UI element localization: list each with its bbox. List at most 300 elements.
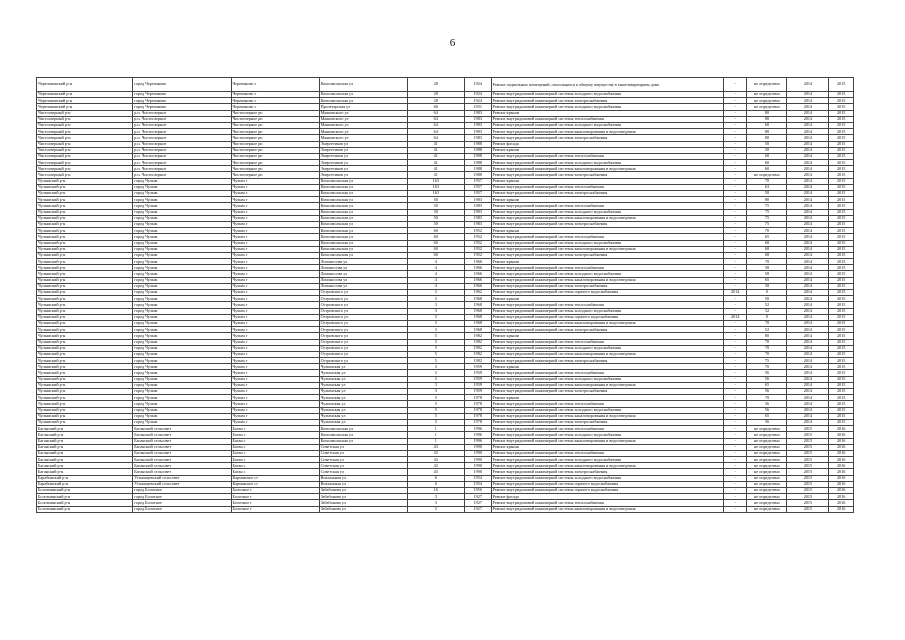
cell-locality: Чулым г (231, 228, 319, 234)
cell-wear-percent: не определено (747, 506, 787, 512)
cell-plan-end-year: 2015 (829, 228, 854, 234)
cell-last-repair-year: - (723, 339, 747, 345)
cell-house-number: 5 (407, 339, 464, 345)
cell-district: Чулымский р-н (37, 376, 133, 382)
cell-district: Чистоозерный р-н (37, 129, 133, 135)
cell-house-number: 3 (407, 320, 464, 326)
cell-last-repair-year: - (723, 488, 747, 494)
cell-work-type: Ремонт внутридомовой инженерной системы электроснабжения (491, 172, 723, 178)
cell-district: Чулымский р-н (37, 290, 133, 296)
cell-plan-end-year: 2015 (829, 413, 854, 419)
cell-plan-start-year: 2015 (787, 488, 829, 494)
cell-street: Чулымская ул (319, 382, 407, 388)
cell-district: Болотнинский р-н (37, 488, 133, 494)
cell-build-year: 1966 (464, 265, 491, 271)
cell-plan-end-year: 2015 (829, 178, 854, 184)
cell-locality: Баган с (231, 444, 319, 450)
cell-last-repair-year: - (723, 129, 747, 135)
cell-build-year: 1968 (464, 308, 491, 314)
cell-last-repair-year: - (723, 234, 747, 240)
cell-locality: Чулым г (231, 314, 319, 320)
cell-plan-end-year: 2016 (829, 481, 854, 487)
cell-work-type: Ремонт внутридомовой инженерной системы канализирования и водоотведения (491, 413, 723, 419)
cell-municipality: город Чулым (133, 407, 231, 413)
cell-last-repair-year: - (723, 92, 747, 98)
cell-locality: Чулым г (231, 197, 319, 203)
cell-locality: Чулым г (231, 395, 319, 401)
cell-plan-start-year: 2014 (787, 283, 829, 289)
cell-last-repair-year: - (723, 228, 747, 234)
cell-locality: Болотное г (231, 506, 319, 512)
cell-build-year: 1990 (464, 444, 491, 450)
cell-locality: Чистоозерное рп (231, 129, 319, 135)
cell-last-repair-year: - (723, 259, 747, 265)
cell-street: Советская ул (319, 457, 407, 463)
cell-street: Островского ул (319, 314, 407, 320)
cell-locality: Чулым г (231, 413, 319, 419)
cell-locality: Чулым г (231, 259, 319, 265)
cell-plan-end-year: 2015 (829, 277, 854, 283)
cell-plan-end-year: 2016 (829, 432, 854, 438)
cell-plan-end-year: 2015 (829, 203, 854, 209)
cell-house-number: 66 (407, 104, 464, 110)
cell-street: Маяковского ул (319, 110, 407, 116)
cell-plan-end-year: 2015 (829, 129, 854, 135)
cell-street: Комсомольская ул (319, 221, 407, 227)
cell-wear-percent: 80 (747, 110, 787, 116)
cell-municipality: Баганский сельсовет (133, 463, 231, 469)
cell-municipality: р.п. Чистоозерное (133, 141, 231, 147)
cell-district: Чулымский р-н (37, 389, 133, 395)
cell-wear-percent: 0 (747, 314, 787, 320)
cell-locality: Чулым г (231, 283, 319, 289)
cell-build-year: 1990 (464, 450, 491, 456)
cell-municipality: р.п. Чистоозерное (133, 122, 231, 128)
cell-locality: Кармакское ст (231, 475, 319, 481)
cell-locality: Чулым г (231, 327, 319, 333)
cell-house-number: 5 (407, 401, 464, 407)
cell-house-number: 3 (407, 389, 464, 395)
cell-street: Забабонова ул (319, 488, 407, 494)
cell-last-repair-year: - (723, 463, 747, 469)
cell-plan-start-year: 2014 (787, 141, 829, 147)
cell-work-type: Ремонт внутридомовой инженерной системы теплоснабжения (491, 401, 723, 407)
cell-locality: Чистоозерное рп (231, 141, 319, 147)
cell-build-year: 1924 (464, 92, 491, 98)
cell-street: Комсомольская ул (319, 191, 407, 197)
cell-district: Черепановский р-н (37, 104, 133, 110)
cell-plan-end-year: 2016 (829, 469, 854, 475)
cell-street: Маяковского ул (319, 135, 407, 141)
cell-plan-start-year: 2015 (787, 432, 829, 438)
cell-locality: Чулым г (231, 215, 319, 221)
cell-last-repair-year: - (723, 457, 747, 463)
cell-plan-start-year: 2014 (787, 221, 829, 227)
cell-work-type: Ремонт внутридомовой инженерной системы холодного водоснабжения (491, 92, 723, 98)
cell-build-year: 1966 (464, 283, 491, 289)
cell-plan-start-year: 2014 (787, 209, 829, 215)
cell-wear-percent: 70 (747, 178, 787, 184)
cell-plan-start-year: 2014 (787, 147, 829, 153)
cell-district: Баганский р-н (37, 432, 133, 438)
cell-wear-percent: не определено (747, 469, 787, 475)
cell-last-repair-year: - (723, 469, 747, 475)
cell-wear-percent: не определено (747, 494, 787, 500)
cell-house-number: 64 (407, 110, 464, 116)
cell-last-repair-year: - (723, 308, 747, 314)
cell-municipality: город Чулым (133, 240, 231, 246)
cell-street: Маяковского ул (319, 116, 407, 122)
cell-plan-start-year: 2014 (787, 302, 829, 308)
cell-plan-start-year: 2014 (787, 191, 829, 197)
cell-street: Ломоносова ул (319, 277, 407, 283)
cell-last-repair-year: - (723, 389, 747, 395)
cell-last-repair-year: - (723, 203, 747, 209)
cell-wear-percent: 50 (747, 296, 787, 302)
cell-plan-end-year: 2015 (829, 302, 854, 308)
cell-municipality: р.п. Чистоозерное (133, 166, 231, 172)
cell-street: Советская ул (319, 463, 407, 469)
cell-municipality: город Черепаново (133, 98, 231, 104)
cell-municipality: город Чулым (133, 178, 231, 184)
cell-plan-end-year: 2015 (829, 358, 854, 364)
cell-municipality: город Чулым (133, 419, 231, 425)
cell-plan-start-year: 2015 (787, 444, 829, 450)
cell-build-year: 1927 (464, 494, 491, 500)
cell-house-number: 5 (407, 351, 464, 357)
cell-plan-end-year: 2015 (829, 197, 854, 203)
cell-plan-end-year: 2015 (829, 240, 854, 246)
cell-municipality: Баганский сельсовет (133, 469, 231, 475)
cell-plan-end-year: 2016 (829, 488, 854, 494)
cell-plan-start-year: 2014 (787, 110, 829, 116)
cell-last-repair-year: - (723, 407, 747, 413)
cell-locality: Чулым г (231, 389, 319, 395)
cell-last-repair-year: - (723, 209, 747, 215)
cell-wear-percent: 80 (747, 333, 787, 339)
cell-wear-percent: 80 (747, 197, 787, 203)
cell-street: Островского ул (319, 333, 407, 339)
cell-house-number: 163 (407, 184, 464, 190)
cell-locality: Чулым г (231, 234, 319, 240)
cell-house-number: 3 (407, 370, 464, 376)
cell-plan-start-year: 2014 (787, 166, 829, 172)
cell-municipality: город Чулым (133, 308, 231, 314)
cell-last-repair-year: - (723, 413, 747, 419)
cell-wear-percent: не определено (747, 444, 787, 450)
cell-plan-end-year: 2016 (829, 457, 854, 463)
cell-build-year: 1983 (464, 221, 491, 227)
cell-plan-start-year: 2015 (787, 500, 829, 506)
cell-work-type: Ремонт внутридомовой инженерной системы теплоснабжения (491, 450, 723, 456)
cell-plan-end-year: 2015 (829, 246, 854, 252)
cell-house-number: 50 (407, 197, 464, 203)
cell-house-number: 3 (407, 302, 464, 308)
cell-house-number: 1 (407, 438, 464, 444)
cell-district: Баганский р-н (37, 463, 133, 469)
cell-wear-percent: 70 (747, 395, 787, 401)
cell-wear-percent: не определено (747, 481, 787, 487)
cell-plan-end-year: 2015 (829, 333, 854, 339)
cell-plan-start-year: 2014 (787, 265, 829, 271)
cell-district: Болотнинский р-н (37, 506, 133, 512)
cell-plan-end-year: 2016 (829, 463, 854, 469)
cell-house-number: 64 (407, 122, 464, 128)
cell-wear-percent: не определено (747, 432, 787, 438)
cell-district: Чулымский р-н (37, 271, 133, 277)
cell-plan-end-year: 2015 (829, 389, 854, 395)
cell-build-year: 1983 (464, 110, 491, 116)
cell-build-year: 1954 (464, 475, 491, 481)
cell-plan-start-year: 2014 (787, 271, 829, 277)
cell-house-number: 5 (407, 413, 464, 419)
cell-plan-end-year: 2015 (829, 382, 854, 388)
cell-street: Советская ул (319, 450, 407, 456)
cell-municipality: город Чулым (133, 401, 231, 407)
cell-street: Чулымская ул (319, 370, 407, 376)
cell-locality: Чулым г (231, 252, 319, 258)
cell-plan-start-year: 2014 (787, 401, 829, 407)
cell-work-type: Ремонт внутридомовой инженерной системы холодного водоснабжения (491, 240, 723, 246)
cell-build-year: 1982 (464, 333, 491, 339)
cell-street: Советская ул (319, 469, 407, 475)
cell-work-type: Ремонт внутридомовой инженерной системы канализирования и водоотведения (491, 382, 723, 388)
cell-house-number: 50 (407, 221, 464, 227)
cell-municipality: город Чулым (133, 246, 231, 252)
cell-locality: Чулым г (231, 339, 319, 345)
cell-build-year: 1978 (464, 407, 491, 413)
cell-district: Чулымский р-н (37, 370, 133, 376)
cell-house-number: 3 (407, 376, 464, 382)
cell-district: Чулымский р-н (37, 339, 133, 345)
cell-municipality: город Чулым (133, 302, 231, 308)
cell-plan-start-year: 2015 (787, 426, 829, 432)
cell-wear-percent: 56 (747, 401, 787, 407)
cell-plan-end-year: 2016 (829, 506, 854, 512)
cell-work-type: Ремонт внутридомовой инженерной системы электроснабжения (491, 252, 723, 258)
cell-wear-percent: 70 (747, 364, 787, 370)
cell-plan-start-year: 2014 (787, 246, 829, 252)
cell-work-type: Ремонт внутридомовой инженерной системы электроснабжения (491, 221, 723, 227)
cell-locality: Чистоозерное рп (231, 172, 319, 178)
cell-locality: Баган с (231, 463, 319, 469)
cell-locality: Черепаново г (231, 104, 319, 110)
cell-district: Чулымский р-н (37, 401, 133, 407)
cell-last-repair-year: - (723, 246, 747, 252)
cell-plan-start-year: 2014 (787, 252, 829, 258)
cell-build-year: 1927 (464, 506, 491, 512)
cell-locality: Чулым г (231, 184, 319, 190)
cell-locality: Чистоозерное рп (231, 166, 319, 172)
cell-district: Чистоозерный р-н (37, 110, 133, 116)
cell-wear-percent: 68 (747, 246, 787, 252)
cell-wear-percent: не определено (747, 463, 787, 469)
cell-house-number: 3 (407, 290, 464, 296)
cell-street: Пролетарская ул (319, 104, 407, 110)
cell-house-number: 1 (407, 432, 464, 438)
cell-house-number: 50 (407, 203, 464, 209)
cell-work-type: Ремонт внутридомовой инженерной системы электроснабжения (491, 389, 723, 395)
cell-house-number: 60 (407, 252, 464, 258)
cell-last-repair-year: - (723, 178, 747, 184)
cell-work-type: Ремонт внутридомовой инженерной системы холодного водоснабжения (491, 475, 723, 481)
cell-last-repair-year: - (723, 370, 747, 376)
cell-locality: Чулым г (231, 240, 319, 246)
cell-locality: Чистоозерное рп (231, 160, 319, 166)
cell-district: Чулымский р-н (37, 320, 133, 326)
cell-house-number: 3 (407, 382, 464, 388)
cell-municipality: город Чулым (133, 413, 231, 419)
cell-house-number: 163 (407, 178, 464, 184)
cell-house-number: 5 (407, 333, 464, 339)
cell-house-number: 64 (407, 116, 464, 122)
cell-street: Вокзальная ул (319, 481, 407, 487)
cell-build-year: 1990 (464, 463, 491, 469)
cell-build-year: 1968 (464, 302, 491, 308)
cell-house-number: 60 (407, 234, 464, 240)
cell-house-number: 50 (407, 215, 464, 221)
cell-plan-start-year: 2014 (787, 104, 829, 110)
cell-work-type: Ремонт крыши (491, 178, 723, 184)
cell-work-type: Ремонт внутридомовой инженерной системы холодного водоснабжения (491, 432, 723, 438)
cell-wear-percent: 56 (747, 370, 787, 376)
cell-plan-start-year: 2015 (787, 463, 829, 469)
cell-plan-end-year: 2015 (829, 209, 854, 215)
cell-street: Забабонова ул (319, 500, 407, 506)
cell-work-type: Ремонт внутридомовой инженерной системы канализирования и водоотведения (491, 351, 723, 357)
cell-plan-start-year: 2014 (787, 333, 829, 339)
cell-last-repair-year: - (723, 240, 747, 246)
cell-plan-end-year: 2016 (829, 444, 854, 450)
cell-street: Забабонова ул (319, 506, 407, 512)
cell-last-repair-year: - (723, 191, 747, 197)
cell-build-year: 1959 (464, 376, 491, 382)
cell-plan-end-year: 2015 (829, 259, 854, 265)
cell-plan-end-year: 2015 (829, 339, 854, 345)
cell-build-year: 1952 (464, 246, 491, 252)
cell-last-repair-year: - (723, 358, 747, 364)
cell-wear-percent: 75 (747, 221, 787, 227)
cell-municipality: город Болотное (133, 488, 231, 494)
cell-build-year: 1952 (464, 228, 491, 234)
cell-street: Комсомольская ул (319, 178, 407, 184)
cell-work-type: Ремонт внутридомовой инженерной системы электроснабжения (491, 419, 723, 425)
cell-locality: Черепаново г (231, 92, 319, 98)
cell-district: Чистоозерный р-н (37, 153, 133, 159)
cell-street: Энергетиков ул (319, 153, 407, 159)
cell-wear-percent: не определено (747, 488, 787, 494)
cell-wear-percent: 68 (747, 240, 787, 246)
cell-work-type: Ремонт подвальных помещений, относящихся к общему имуществу в многоквартирном доме (491, 78, 723, 92)
cell-build-year: 1982 (464, 358, 491, 364)
cell-build-year: 1952 (464, 240, 491, 246)
cell-municipality: Баганский сельсовет (133, 444, 231, 450)
cell-plan-start-year: 2014 (787, 407, 829, 413)
cell-plan-end-year: 2015 (829, 116, 854, 122)
cell-locality: Чулым г (231, 191, 319, 197)
cell-locality: Чистоозерное рп (231, 122, 319, 128)
cell-district: Баганский р-н (37, 438, 133, 444)
cell-wear-percent: не определено (747, 450, 787, 456)
cell-work-type: Ремонт внутридомовой инженерной системы электроснабжения (491, 191, 723, 197)
cell-municipality: город Черепаново (133, 78, 231, 92)
cell-plan-start-year: 2014 (787, 419, 829, 425)
cell-district: Черепановский р-н (37, 78, 133, 92)
cell-street: Чулымская ул (319, 407, 407, 413)
cell-district: Чулымский р-н (37, 395, 133, 401)
cell-locality: Чулым г (231, 320, 319, 326)
cell-plan-end-year: 2015 (829, 252, 854, 258)
cell-build-year: 1952 (464, 234, 491, 240)
cell-street: Чулымская ул (319, 389, 407, 395)
cell-wear-percent: не определено (747, 98, 787, 104)
cell-street: Островского ул (319, 290, 407, 296)
cell-work-type: Ремонт крыши (491, 364, 723, 370)
cell-wear-percent: 75 (747, 209, 787, 215)
cell-wear-percent: не определено (747, 457, 787, 463)
cell-district: Черепановский р-н (37, 98, 133, 104)
cell-wear-percent: 56 (747, 376, 787, 382)
cell-plan-end-year: 2015 (829, 147, 854, 153)
cell-district: Чулымский р-н (37, 277, 133, 283)
cell-house-number: 3 (407, 506, 464, 512)
cell-last-repair-year: - (723, 401, 747, 407)
cell-wear-percent: 58 (747, 271, 787, 277)
cell-last-repair-year: - (723, 271, 747, 277)
cell-last-repair-year: - (723, 494, 747, 500)
cell-build-year: 1988 (464, 147, 491, 153)
cell-street: Чулымская ул (319, 413, 407, 419)
cell-build-year: 1978 (464, 419, 491, 425)
cell-street: Маяковского ул (319, 122, 407, 128)
cell-street: Комсомольская ул (319, 246, 407, 252)
cell-build-year: 1983 (464, 203, 491, 209)
cell-municipality: Устьинцевский сельсовет (133, 475, 231, 481)
cell-house-number: 3 (407, 327, 464, 333)
cell-plan-start-year: 2014 (787, 92, 829, 98)
cell-municipality: город Чулым (133, 389, 231, 395)
cell-house-number: 4 (407, 271, 464, 277)
cell-work-type: Ремонт внутридомовой инженерной системы горячего водоснабжения (491, 481, 723, 487)
cell-build-year: 1982 (464, 351, 491, 357)
cell-locality: Чулым г (231, 382, 319, 388)
cell-municipality: Баганский сельсовет (133, 457, 231, 463)
cell-street: Островского ул (319, 320, 407, 326)
table-row (37, 78, 854, 92)
cell-district: Барабинский р-н (37, 475, 133, 481)
cell-last-repair-year: - (723, 382, 747, 388)
cell-last-repair-year: - (723, 302, 747, 308)
cell-plan-end-year: 2015 (829, 376, 854, 382)
page-number: 6 (449, 37, 456, 49)
cell-municipality: город Черепаново (133, 104, 231, 110)
cell-plan-end-year: 2015 (829, 234, 854, 240)
cell-district: Чулымский р-н (37, 228, 133, 234)
cell-plan-end-year: 2015 (829, 184, 854, 190)
cell-wear-percent: 60 (747, 160, 787, 166)
cell-work-type: Ремонт внутридомовой инженерной системы теплоснабжения (491, 184, 723, 190)
cell-plan-start-year: 2014 (787, 395, 829, 401)
cell-street: Островского ул (319, 308, 407, 314)
cell-build-year: 1927 (464, 500, 491, 506)
cell-work-type: Ремонт внутридомовой инженерной системы холодного водоснабжения (491, 209, 723, 215)
cell-district: Чулымский р-н (37, 209, 133, 215)
cell-district: Болотнинский р-н (37, 494, 133, 500)
cell-district: Баганский р-н (37, 469, 133, 475)
cell-district: Чулымский р-н (37, 419, 133, 425)
cell-wear-percent: 68 (747, 252, 787, 258)
cell-build-year: 1990 (464, 469, 491, 475)
